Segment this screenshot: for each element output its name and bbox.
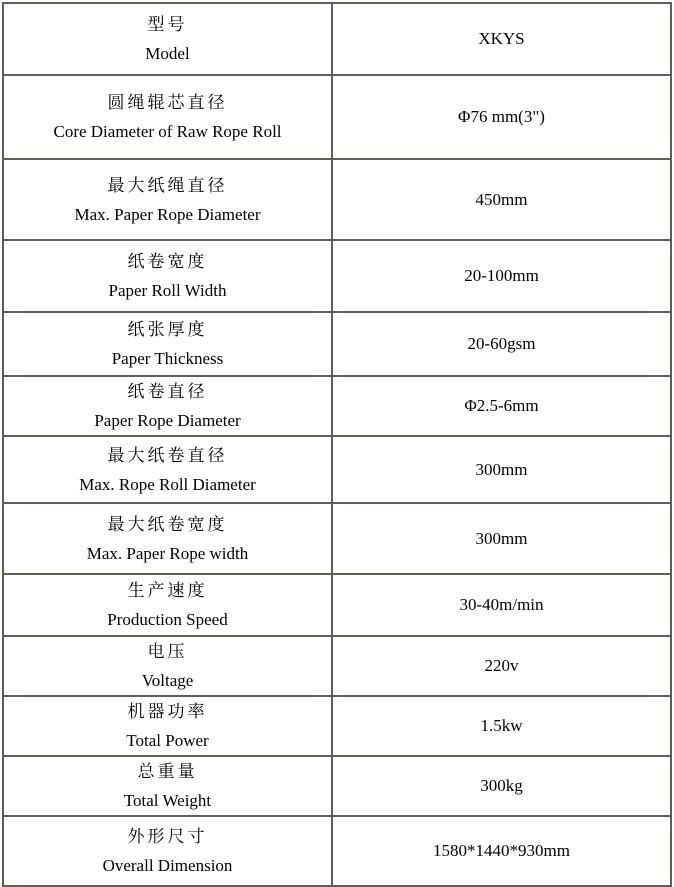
spec-value-cell [332, 636, 671, 696]
table-row [3, 240, 671, 312]
table-row [3, 75, 671, 159]
spec-value: 1580*1440*930mm [433, 841, 570, 860]
spec-name-cell [3, 312, 332, 376]
spec-name-zh: 纸张厚度 [127, 320, 208, 339]
spec-name-zh: 纸卷直径 [127, 382, 208, 401]
spec-name-en: Max. Paper Rope width [86, 543, 249, 563]
spec-name-zh: 最大纸绳直径 [107, 175, 228, 195]
spec-name-zh: 总重量 [137, 762, 198, 781]
table-row [3, 503, 671, 574]
spec-value-cell [332, 159, 671, 240]
spec-name-zh: 生产速度 [127, 581, 208, 600]
spec-value-cell [332, 240, 671, 312]
spec-value-cell [332, 816, 671, 886]
spec-name-en: Production Speed [107, 610, 228, 629]
spec-value-cell [332, 75, 671, 159]
spec-value: 220v [484, 656, 519, 675]
table-row [3, 816, 671, 886]
spec-name-zh: 外形尺寸 [127, 827, 208, 846]
table-row [3, 756, 671, 816]
spec-value: 30-40m/min [459, 595, 544, 614]
table-row [3, 574, 671, 636]
spec-value-cell [332, 436, 671, 503]
spec-name-zh: 机器功率 [127, 702, 208, 721]
spec-name-en: Total Power [126, 731, 209, 750]
spec-value: 300mm [475, 459, 528, 479]
table-row [3, 3, 671, 75]
spec-value: 20-60gsm [467, 334, 536, 353]
spec-name-en: Paper Rope Diameter [94, 411, 241, 430]
spec-name-en: Voltage [141, 671, 194, 690]
spec-value: Φ76 mm(3") [458, 107, 545, 126]
spec-name-en: Model [145, 44, 190, 63]
spec-name-cell [3, 376, 332, 436]
spec-name-zh: 电压 [147, 642, 188, 661]
table-row [3, 312, 671, 376]
spec-value: 300kg [480, 776, 523, 795]
spec-name-zh: 纸卷宽度 [127, 252, 208, 271]
spec-value: XKYS [478, 29, 525, 48]
spec-value: 20-100mm [464, 266, 539, 285]
spec-name-cell [3, 816, 332, 886]
spec-name-zh: 圆绳辊芯直径 [107, 93, 228, 112]
spec-name-zh: 型号 [147, 15, 188, 34]
spec-name-cell [3, 75, 332, 159]
spec-name-cell [3, 240, 332, 312]
spec-value-cell [332, 3, 671, 75]
spec-name-en: Total Weight [123, 791, 212, 810]
spec-name-cell [3, 636, 332, 696]
spec-value: Φ2.5-6mm [464, 396, 539, 415]
table-row [3, 636, 671, 696]
spec-name-cell [3, 436, 332, 503]
spec-value-cell [332, 574, 671, 636]
spec-name-cell [3, 756, 332, 816]
spec-name-en: Overall Dimension [102, 856, 233, 875]
spec-value-cell [332, 376, 671, 436]
spec-name-cell [3, 3, 332, 75]
spec-name-en: Paper Roll Width [108, 281, 227, 300]
spec-name-en: Max. Paper Rope Diameter [74, 204, 261, 224]
spec-name-en: Max. Rope Roll Diameter [79, 474, 256, 494]
spec-name-en: Core Diameter of Raw Rope Roll [53, 122, 282, 141]
spec-name-cell [3, 503, 332, 574]
spec-table [2, 2, 672, 887]
spec-name-zh: 最大纸卷宽度 [107, 514, 228, 534]
spec-name-cell [3, 574, 332, 636]
spec-name-zh: 最大纸卷直径 [107, 445, 228, 465]
spec-value: 450mm [475, 189, 528, 209]
table-row [3, 376, 671, 436]
spec-value-cell [332, 503, 671, 574]
spec-name-en: Paper Thickness [111, 349, 224, 368]
spec-table-body [3, 3, 671, 886]
spec-value-cell [332, 756, 671, 816]
spec-value: 300mm [475, 528, 528, 548]
spec-value: 1.5kw [480, 716, 523, 735]
spec-name-cell [3, 696, 332, 756]
spec-value-cell [332, 696, 671, 756]
table-row [3, 436, 671, 503]
table-row [3, 696, 671, 756]
spec-value-cell [332, 312, 671, 376]
table-row [3, 159, 671, 240]
spec-name-cell [3, 159, 332, 240]
